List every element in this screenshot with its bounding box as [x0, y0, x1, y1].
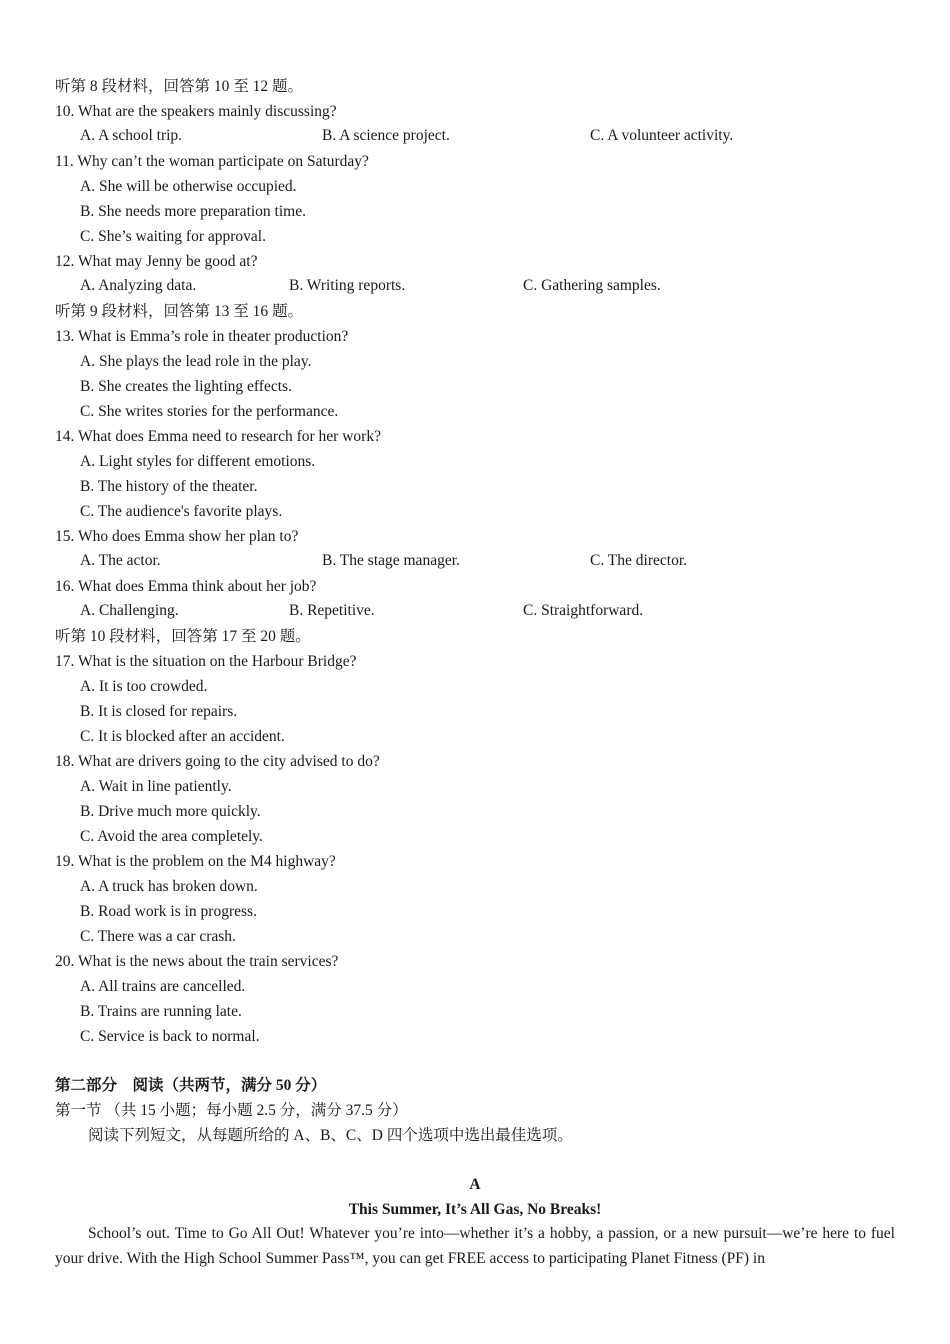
- q15-option-b: B. The stage manager.: [322, 552, 460, 569]
- passage-paragraph: [55, 1221, 895, 1271]
- question-19: 19. What is the problem on the M4 highway?: [55, 853, 336, 870]
- q17-option-b: B. It is closed for repairs.: [80, 703, 238, 720]
- q19-option-a: A. A truck has broken down.: [80, 878, 258, 895]
- q10-option-a: A. A school trip.: [80, 127, 183, 144]
- question-12: 12. What may Jenny be good at?: [55, 253, 258, 270]
- q14-option-c: C. The audience's favorite plays.: [80, 503, 283, 520]
- question-18: 18. What are drivers going to the city advised to do?: [55, 753, 380, 770]
- question-20: 20. What is the news about the train services?: [55, 953, 339, 970]
- q20-option-a: A. All trains are cancelled.: [80, 978, 246, 995]
- q13-option-c: C. She writes stories for the performance.: [80, 403, 339, 420]
- part-2-heading: 第二部分 阅读（共两节，满分 50 分）: [55, 1077, 327, 1094]
- q19-option-c: C. There was a car crash.: [80, 928, 236, 945]
- q11-option-a: A. She will be otherwise occupied.: [80, 178, 297, 195]
- q18-option-b: B. Drive much more quickly.: [80, 803, 261, 820]
- q17-option-c: C. It is blocked after an accident.: [80, 728, 285, 745]
- section-10-instruction: 听第 10 段材料，回答第 17 至 20 题。: [55, 628, 311, 645]
- section-8-instruction: 听第 8 段材料，回答第 10 至 12 题。: [55, 78, 304, 95]
- question-10: 10. What are the speakers mainly discussing?: [55, 103, 337, 120]
- question-17: 17. What is the situation on the Harbour Bridge?: [55, 653, 357, 670]
- section-9-instruction: 听第 9 段材料，回答第 13 至 16 题。: [55, 303, 304, 320]
- passage-letter: A: [469, 1176, 481, 1193]
- q15-option-a: A. The actor.: [80, 552, 161, 569]
- q20-option-c: C. Service is back to normal.: [80, 1028, 260, 1045]
- q16-option-b: B. Repetitive.: [289, 602, 375, 619]
- q11-option-c: C. She’s waiting for approval.: [80, 228, 266, 245]
- question-11: 11. Why can’t the woman participate on Saturday?: [55, 153, 369, 170]
- q13-option-a: A. She plays the lead role in the play.: [80, 353, 312, 370]
- q17-option-a: A. It is too crowded.: [80, 678, 208, 695]
- q12-option-b: B. Writing reports.: [289, 277, 406, 294]
- q18-option-a: A. Wait in line patiently.: [80, 778, 232, 795]
- passage-title: This Summer, It’s All Gas, No Breaks!: [348, 1201, 602, 1218]
- q18-option-c: C. Avoid the area completely.: [80, 828, 263, 845]
- question-15: 15. Who does Emma show her plan to?: [55, 528, 299, 545]
- reading-instruction: 阅读下列短文，从每题所给的 A、B、C、D 四个选项中选出最佳选项。: [88, 1127, 573, 1144]
- q14-option-a: A. Light styles for different emotions.: [80, 453, 316, 470]
- q12-option-c: C. Gathering samples.: [523, 277, 661, 294]
- q11-option-b: B. She needs more preparation time.: [80, 203, 306, 220]
- q20-option-b: B. Trains are running late.: [80, 1003, 242, 1020]
- question-13: 13. What is Emma’s role in theater production?: [55, 328, 349, 345]
- question-16: 16. What does Emma think about her job?: [55, 578, 317, 595]
- part-2-section-1: 第一节 （共 15 小题；每小题 2.5 分，满分 37.5 分）: [55, 1102, 408, 1119]
- q16-option-a: A. Challenging.: [80, 602, 179, 619]
- passage-text: School’s out. Time to Go All Out! Whatever you’re into—whether it’s a hobby, a passion, or a new pursuit—we’re here to fuel your drive. With the High School Summer Pass™, you can get FREE access to participating Planet Fitness (PF) in: [55, 1225, 895, 1267]
- q19-option-b: B. Road work is in progress.: [80, 903, 257, 920]
- q14-option-b: B. The history of the theater.: [80, 478, 258, 495]
- q13-option-b: B. She creates the lighting effects.: [80, 378, 292, 395]
- q10-option-c: C. A volunteer activity.: [590, 127, 734, 144]
- q15-option-c: C. The director.: [590, 552, 687, 569]
- question-14: 14. What does Emma need to research for her work?: [55, 428, 381, 445]
- q16-option-c: C. Straightforward.: [523, 602, 644, 619]
- q10-option-b: B. A science project.: [322, 127, 450, 144]
- q12-option-a: A. Analyzing data.: [80, 277, 197, 294]
